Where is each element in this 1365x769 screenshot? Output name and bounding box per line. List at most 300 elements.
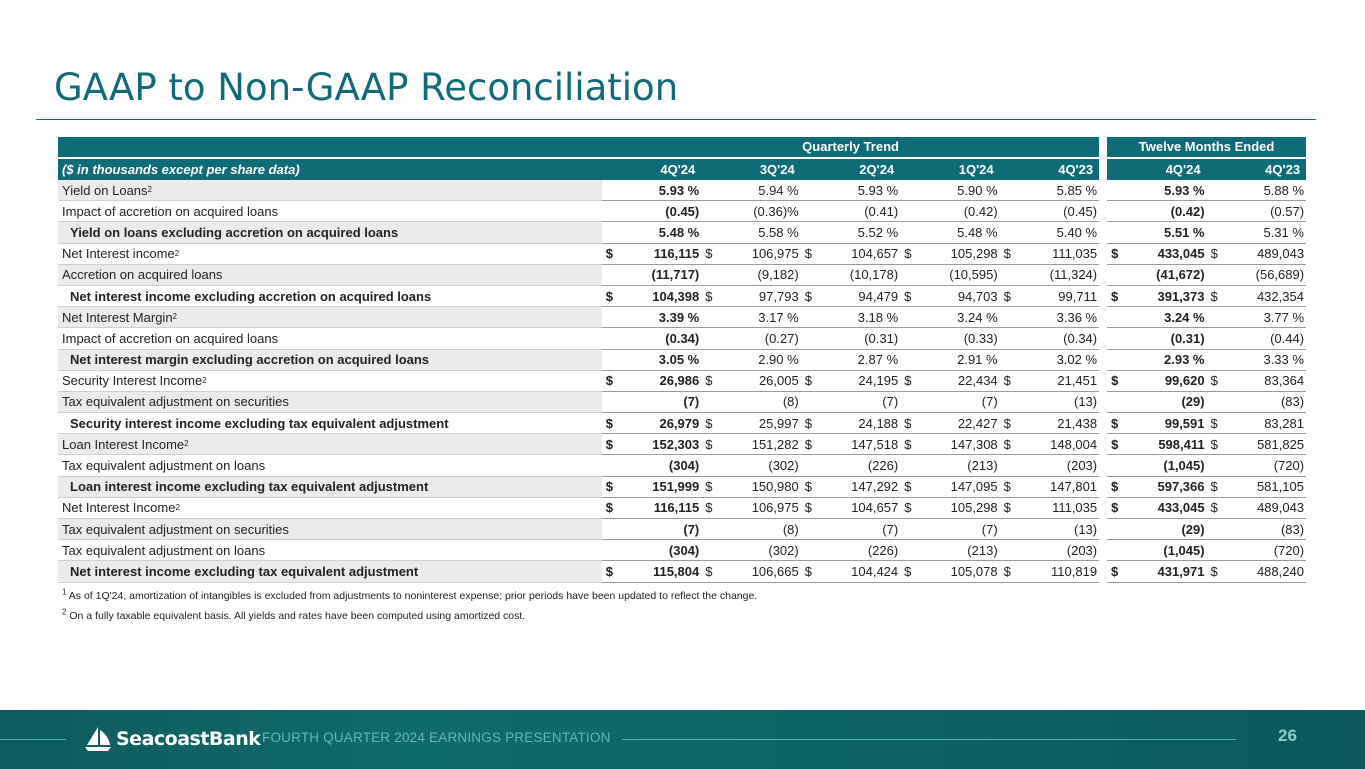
row-label-text: Loan Interest Income <box>62 436 185 452</box>
currency-symbol: $ <box>1003 288 1011 304</box>
cell-value: (226) <box>867 458 899 474</box>
cell-value: 99,620 <box>1164 373 1205 389</box>
table-cell <box>1207 201 1306 222</box>
row-label-text: Net Interest Income <box>62 500 176 516</box>
cell-value: 5.48 % <box>957 224 998 240</box>
currency-symbol: $ <box>1210 563 1218 579</box>
table-cell <box>602 201 701 222</box>
table-cell <box>801 307 900 328</box>
cell-value: 3.36 % <box>1056 309 1098 325</box>
currency-symbol: $ <box>605 373 614 389</box>
currency-symbol: $ <box>804 500 812 516</box>
row-label <box>58 413 602 434</box>
table-cell <box>1000 244 1099 265</box>
table-cell <box>1107 328 1206 349</box>
table-row <box>58 477 1306 498</box>
cell-value: 5.90 % <box>957 182 998 198</box>
table-cell <box>1000 350 1099 371</box>
table-cell <box>602 328 701 349</box>
cell-value: (302) <box>768 542 799 558</box>
row-label-text: Security interest income excluding tax equivalent adjustment <box>70 415 449 431</box>
table-cell <box>1000 519 1099 540</box>
table-cell <box>1107 477 1206 498</box>
table-row <box>58 201 1306 222</box>
cell-value: 99,711 <box>1058 288 1098 304</box>
table-cell <box>1000 371 1099 392</box>
cell-value: 2.87 % <box>857 352 899 368</box>
table-cell <box>1207 371 1306 392</box>
table-cell <box>801 540 900 561</box>
row-label <box>58 265 602 286</box>
table-cell <box>701 286 800 307</box>
cell-value: 94,703 <box>957 288 998 304</box>
table-row <box>58 413 1306 434</box>
footer-bar <box>0 710 1365 769</box>
row-label <box>58 350 602 371</box>
table-cell <box>900 265 999 286</box>
column-gap <box>1099 371 1107 392</box>
cell-value: 147,518 <box>851 436 899 452</box>
cell-value: 22,434 <box>957 373 998 389</box>
table-cell <box>801 392 900 413</box>
title-divider <box>36 119 1316 120</box>
table-cell <box>900 350 999 371</box>
cell-value: 83,364 <box>1264 373 1305 389</box>
table-cell <box>701 561 800 582</box>
cell-value: (1,045) <box>1163 458 1205 474</box>
table-row <box>58 434 1306 455</box>
table-cell <box>900 244 999 265</box>
cell-value: 5.48 % <box>658 224 700 240</box>
currency-symbol: $ <box>1003 563 1011 579</box>
table-cell <box>701 201 800 222</box>
cell-value: 105,298 <box>950 500 998 516</box>
cell-value: 5.93 % <box>857 182 899 198</box>
currency-symbol: $ <box>705 563 713 579</box>
table-cell <box>900 413 999 434</box>
table-cell <box>900 286 999 307</box>
cell-value: 3.18 % <box>857 309 899 325</box>
table-cell <box>900 540 999 561</box>
currency-symbol: $ <box>705 479 713 495</box>
table-cell <box>900 561 999 582</box>
cell-value: 489,043 <box>1257 246 1305 262</box>
currency-symbol: $ <box>605 288 614 304</box>
cell-value: (0.57) <box>1270 203 1305 219</box>
cell-value: 151,282 <box>751 436 799 452</box>
currency-symbol: $ <box>804 373 812 389</box>
currency-symbol: $ <box>1210 436 1218 452</box>
brand-logo <box>84 726 260 752</box>
cell-value: (0.42) <box>963 203 998 219</box>
cell-value: (226) <box>867 542 899 558</box>
table-row <box>58 244 1306 265</box>
row-label-text: Tax equivalent adjustment on securities <box>62 394 289 410</box>
table-cell <box>900 519 999 540</box>
cell-value: (83) <box>1280 521 1305 537</box>
table-row <box>58 265 1306 286</box>
table-row <box>58 286 1306 307</box>
table-cell <box>1207 350 1306 371</box>
cell-value: 106,665 <box>751 563 799 579</box>
cell-value: 597,366 <box>1157 479 1205 495</box>
cell-value: (0.34) <box>1063 330 1098 346</box>
currency-symbol: $ <box>705 500 713 516</box>
table-cell <box>1107 498 1206 519</box>
cell-value: 431,971 <box>1157 563 1205 579</box>
currency-symbol: $ <box>804 246 812 262</box>
cell-value: (11,324) <box>1049 267 1098 283</box>
cell-value: (203) <box>1066 458 1098 474</box>
table-cell <box>1107 222 1206 243</box>
currency-symbol: $ <box>1003 436 1011 452</box>
cell-value: 148,004 <box>1050 436 1098 452</box>
table-cell <box>701 328 800 349</box>
table-cell <box>602 434 701 455</box>
cell-value: (0.42) <box>1170 203 1205 219</box>
table-cell <box>701 392 800 413</box>
table-cell <box>1207 477 1306 498</box>
cell-value: 26,005 <box>758 373 799 389</box>
column-gap <box>1099 561 1107 582</box>
column-gap <box>1099 307 1107 328</box>
brand-name: SeacoastBank <box>116 728 261 750</box>
currency-symbol: $ <box>1111 288 1119 304</box>
column-gap <box>1099 328 1107 349</box>
currency-symbol: $ <box>705 373 713 389</box>
currency-symbol: $ <box>1111 500 1119 516</box>
table-cell <box>801 286 900 307</box>
table-row <box>58 519 1306 540</box>
column-gap <box>1099 455 1107 476</box>
cell-value: (11,717) <box>651 267 700 283</box>
row-label: Net Interest income 2 <box>58 244 602 265</box>
cell-value: (0.34) <box>665 330 700 346</box>
row-label-text: Impact of accretion on acquired loans <box>62 203 279 219</box>
currency-symbol: $ <box>804 436 812 452</box>
table-cell <box>1207 180 1306 201</box>
table-cell <box>602 222 701 243</box>
currency-symbol: $ <box>1111 415 1119 431</box>
table-row <box>58 222 1306 243</box>
cell-value: 111,035 <box>1052 500 1098 516</box>
column-gap <box>1099 286 1107 307</box>
cell-value: (0.36)% <box>753 203 799 219</box>
table-cell <box>602 350 701 371</box>
currency-symbol: $ <box>1210 288 1218 304</box>
cell-value: 3.05 % <box>658 352 700 368</box>
cell-value: 26,986 <box>659 373 700 389</box>
cell-value: (8) <box>782 521 799 537</box>
row-label-text: Yield on Loans <box>62 182 148 198</box>
cell-value: 150,980 <box>751 479 799 495</box>
table-row <box>58 392 1306 413</box>
cell-value: 25,997 <box>758 415 799 431</box>
currency-symbol: $ <box>1111 246 1119 262</box>
currency-symbol: $ <box>705 288 713 304</box>
cell-value: 581,825 <box>1257 436 1305 452</box>
table-cell <box>900 307 999 328</box>
currency-symbol: $ <box>605 479 614 495</box>
currency-symbol: $ <box>1003 373 1011 389</box>
row-label: Net Interest Income 2 <box>58 498 602 519</box>
col-header: 2Q'24 <box>859 162 895 177</box>
cell-value: 5.94 % <box>758 182 799 198</box>
cell-value: 5.52 % <box>857 224 899 240</box>
currency-symbol: $ <box>904 246 912 262</box>
cell-value: (213) <box>967 458 998 474</box>
cell-value: (302) <box>768 458 799 474</box>
cell-value: 110,819 <box>1051 563 1098 579</box>
row-label-text: Tax equivalent adjustment on loans <box>62 542 266 558</box>
table-cell <box>1107 371 1206 392</box>
currency-symbol: $ <box>1111 373 1119 389</box>
table-row <box>58 498 1306 519</box>
table-cell <box>900 498 999 519</box>
currency-symbol: $ <box>605 246 614 262</box>
cell-value: 152,303 <box>652 436 700 452</box>
footnote-text: On a fully taxable equivalent basis. All yields and rates have been computed using amortized cost. <box>69 610 526 622</box>
cell-value: 581,105 <box>1256 479 1304 495</box>
table-cell <box>1000 286 1099 307</box>
row-label <box>58 540 602 561</box>
row-label: Security Interest Income 2 <box>58 371 602 392</box>
table-cell <box>1107 180 1206 201</box>
cell-value: 5.31 % <box>1263 224 1304 240</box>
cell-value: 147,801 <box>1050 479 1098 495</box>
currency-symbol: $ <box>904 288 912 304</box>
cell-value: 5.51 % <box>1164 224 1205 240</box>
row-label <box>58 519 602 540</box>
cell-value: (0.31) <box>864 330 899 346</box>
table-cell <box>900 328 999 349</box>
currency-symbol: $ <box>804 415 812 431</box>
table-cell <box>602 371 701 392</box>
cell-value: (0.45) <box>665 203 700 219</box>
cell-value: (720) <box>1273 542 1305 558</box>
table-cell <box>701 540 800 561</box>
cell-value: 116,115 <box>653 246 700 262</box>
table-cell <box>602 498 701 519</box>
cell-value: (10,595) <box>949 267 998 283</box>
cell-value: (13) <box>1074 394 1098 410</box>
col-header: 3Q'24 <box>759 162 795 177</box>
table-cell <box>1207 561 1306 582</box>
table-cell <box>1107 286 1206 307</box>
cell-value: 2.93 % <box>1164 352 1205 368</box>
column-gap <box>1099 350 1107 371</box>
column-gap <box>1099 477 1107 498</box>
cell-value: 147,308 <box>950 436 998 452</box>
row-label-text: Net interest margin excluding accretion on acquired loans <box>70 352 430 368</box>
cell-value: (56,689) <box>1255 267 1305 283</box>
table-cell <box>701 265 800 286</box>
row-label <box>58 328 602 349</box>
table-cell <box>801 455 900 476</box>
table-cell <box>1207 328 1306 349</box>
currency-symbol: $ <box>904 436 912 452</box>
table-cell <box>1107 307 1206 328</box>
cell-value: 488,240 <box>1256 563 1304 579</box>
cell-value: (83) <box>1280 394 1305 410</box>
currency-symbol: $ <box>705 415 713 431</box>
table-cell <box>801 477 900 498</box>
page-title: GAAP to Non-GAAP Reconciliation <box>54 66 679 109</box>
currency-symbol: $ <box>1111 436 1119 452</box>
cell-value: 106,975 <box>751 246 799 262</box>
footnote-2 <box>62 607 526 622</box>
currency-symbol: $ <box>1210 373 1218 389</box>
currency-symbol: $ <box>605 415 614 431</box>
cell-value: (304) <box>668 542 700 558</box>
cell-value: 105,078 <box>950 563 998 579</box>
table-cell <box>1207 265 1306 286</box>
table-cell <box>1207 244 1306 265</box>
currency-symbol: $ <box>1210 246 1218 262</box>
table-cell <box>602 561 701 582</box>
row-label <box>58 477 602 498</box>
col-header: 4Q'24 <box>660 162 696 177</box>
table-cell <box>1207 540 1306 561</box>
table-cell <box>1000 392 1099 413</box>
table-cell <box>1207 286 1306 307</box>
cell-value: 5.40 % <box>1056 224 1098 240</box>
column-gap <box>1099 413 1107 434</box>
table-cell <box>1000 265 1099 286</box>
currency-symbol: $ <box>1210 479 1218 495</box>
table-cell <box>900 477 999 498</box>
table-cell <box>1207 434 1306 455</box>
cell-value: 5.58 % <box>758 224 799 240</box>
cell-value: (304) <box>668 458 700 474</box>
currency-symbol: $ <box>904 500 912 516</box>
table-cell <box>900 371 999 392</box>
twelve-months-header: Twelve Months Ended <box>1107 137 1306 157</box>
table-cell <box>701 519 800 540</box>
table-cell <box>801 434 900 455</box>
col-header: 4Q'23 <box>1058 162 1094 177</box>
currency-symbol: $ <box>804 479 812 495</box>
table-cell <box>1000 222 1099 243</box>
cell-value: (13) <box>1074 521 1098 537</box>
table-cell <box>1107 413 1206 434</box>
table-row <box>58 328 1306 349</box>
col-header: 1Q'24 <box>958 162 994 177</box>
cell-value: 24,195 <box>858 373 899 389</box>
table-row <box>58 350 1306 371</box>
currency-symbol: $ <box>1210 500 1218 516</box>
row-label-text: Security Interest Income <box>62 373 203 389</box>
cell-value: 432,354 <box>1256 288 1304 304</box>
table-body <box>58 180 1306 583</box>
cell-value: (10,178) <box>849 267 899 283</box>
table-cell <box>1000 201 1099 222</box>
column-gap <box>1099 498 1107 519</box>
currency-symbol: $ <box>804 288 812 304</box>
row-label <box>58 561 602 582</box>
cell-value: (1,045) <box>1163 542 1205 558</box>
cell-value: 99,591 <box>1164 415 1205 431</box>
table-cell <box>1000 180 1099 201</box>
table-cell <box>900 201 999 222</box>
cell-value: (0.31) <box>1170 330 1205 346</box>
row-label-text: Net interest income excluding accretion on acquired loans <box>70 288 432 304</box>
row-label <box>58 222 602 243</box>
table-cell <box>1000 498 1099 519</box>
table-cell <box>1107 244 1206 265</box>
table-cell <box>1207 222 1306 243</box>
currency-symbol: $ <box>1003 415 1011 431</box>
cell-value: 83,281 <box>1264 415 1304 431</box>
table-cell <box>801 201 900 222</box>
currency-symbol: $ <box>804 563 812 579</box>
cell-value: 21,438 <box>1057 415 1098 431</box>
cell-value: (0.27) <box>764 330 799 346</box>
cell-value: 147,095 <box>950 479 998 495</box>
table-cell <box>801 561 900 582</box>
cell-value: (720) <box>1273 458 1305 474</box>
cell-value: 111,035 <box>1052 246 1098 262</box>
row-label-text: Yield on loans excluding accretion on acquired loans <box>70 224 399 240</box>
footer-line-left <box>0 739 66 740</box>
table-cell <box>1207 392 1306 413</box>
footnote-marker: 2 <box>62 607 67 617</box>
cell-value: 3.24 % <box>957 309 998 325</box>
column-gap <box>1099 201 1107 222</box>
table-cell <box>602 392 701 413</box>
table-cell <box>900 434 999 455</box>
column-gap <box>1099 265 1107 286</box>
table-cell <box>701 477 800 498</box>
table-cell <box>801 519 900 540</box>
table-cell <box>900 392 999 413</box>
cell-value: 24,188 <box>858 415 899 431</box>
table-cell <box>602 455 701 476</box>
table-cell <box>900 455 999 476</box>
column-gap <box>1099 540 1107 561</box>
table-cell <box>1107 392 1206 413</box>
cell-value: 3.17 % <box>758 309 799 325</box>
cell-value: 2.91 % <box>957 352 998 368</box>
table-cell <box>602 413 701 434</box>
currency-symbol: $ <box>705 436 713 452</box>
table-cell <box>1207 307 1306 328</box>
currency-symbol: $ <box>904 479 912 495</box>
cell-value: 97,793 <box>758 288 799 304</box>
currency-symbol: $ <box>1003 246 1011 262</box>
table-cell <box>1207 455 1306 476</box>
reconciliation-table <box>58 137 1306 583</box>
table-cell <box>602 540 701 561</box>
table-row <box>58 307 1306 328</box>
table-cell <box>801 328 900 349</box>
table-cell <box>1000 540 1099 561</box>
cell-value: (7) <box>683 521 700 537</box>
table-cell <box>701 371 800 392</box>
table-cell <box>801 180 900 201</box>
table-cell <box>701 455 800 476</box>
cell-value: 3.77 % <box>1263 309 1305 325</box>
col-header: 4Q'24 <box>1165 162 1201 177</box>
cell-value: (29) <box>1181 521 1205 537</box>
header-gap <box>1099 137 1107 157</box>
column-gap <box>1099 180 1107 201</box>
footnote-text: As of 1Q'24, amortization of intangibles is excluded from adjustments to noninterest expense; prior periods have been updated to reflect the change. <box>68 590 758 602</box>
cell-value: (0.45) <box>1063 203 1098 219</box>
currency-symbol: $ <box>1003 479 1011 495</box>
table-row <box>58 455 1306 476</box>
cell-value: 433,045 <box>1157 246 1205 262</box>
